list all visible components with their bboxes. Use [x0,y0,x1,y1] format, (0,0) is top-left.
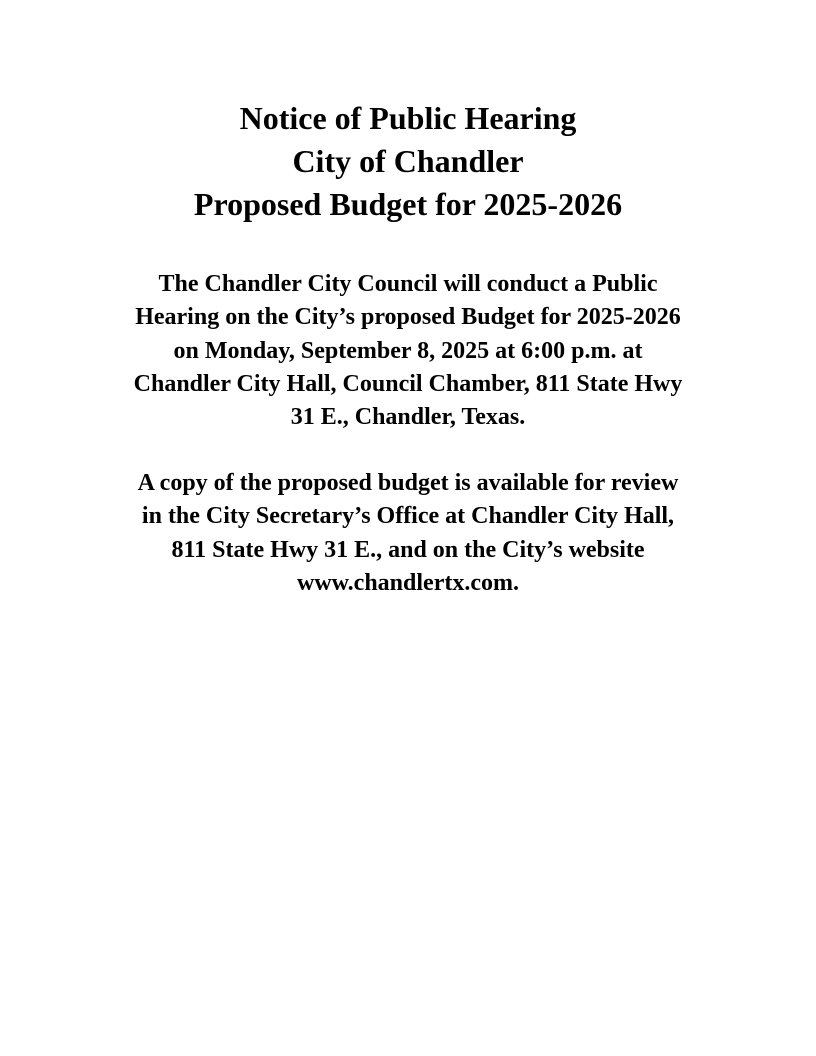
notice-title [0,97,816,226]
paragraph-line: Chandler City Hall, Council Chamber, 811 State Hwy [133,370,683,397]
title-line-city: City of Chandler [292,143,524,179]
title-line-budget: Proposed Budget for 2025-2026 [193,186,623,222]
hearing-details-paragraph [0,268,816,434]
website-line: www.chandlertx.com. [297,569,519,596]
paragraph-line: 811 State Hwy 31 E., and on the City’s website [171,536,645,563]
paragraph-line: 31 E., Chandler, Texas. [290,404,526,430]
paragraph-line: A copy of the proposed budget is available for review [137,470,679,496]
budget-availability-paragraph [0,467,816,600]
paragraph-line: Hearing on the City’s proposed Budget for 2025-2026 [135,304,681,331]
paragraph-line: The Chandler City Council will conduct a Public [158,271,658,297]
paragraph-line: in the City Secretary’s Office at Chandler City Hall, [141,503,675,530]
title-line-notice: Notice of Public Hearing [239,100,577,136]
paragraph-line: on Monday, September 8, 2025 at 6:00 p.m. at [173,337,643,364]
